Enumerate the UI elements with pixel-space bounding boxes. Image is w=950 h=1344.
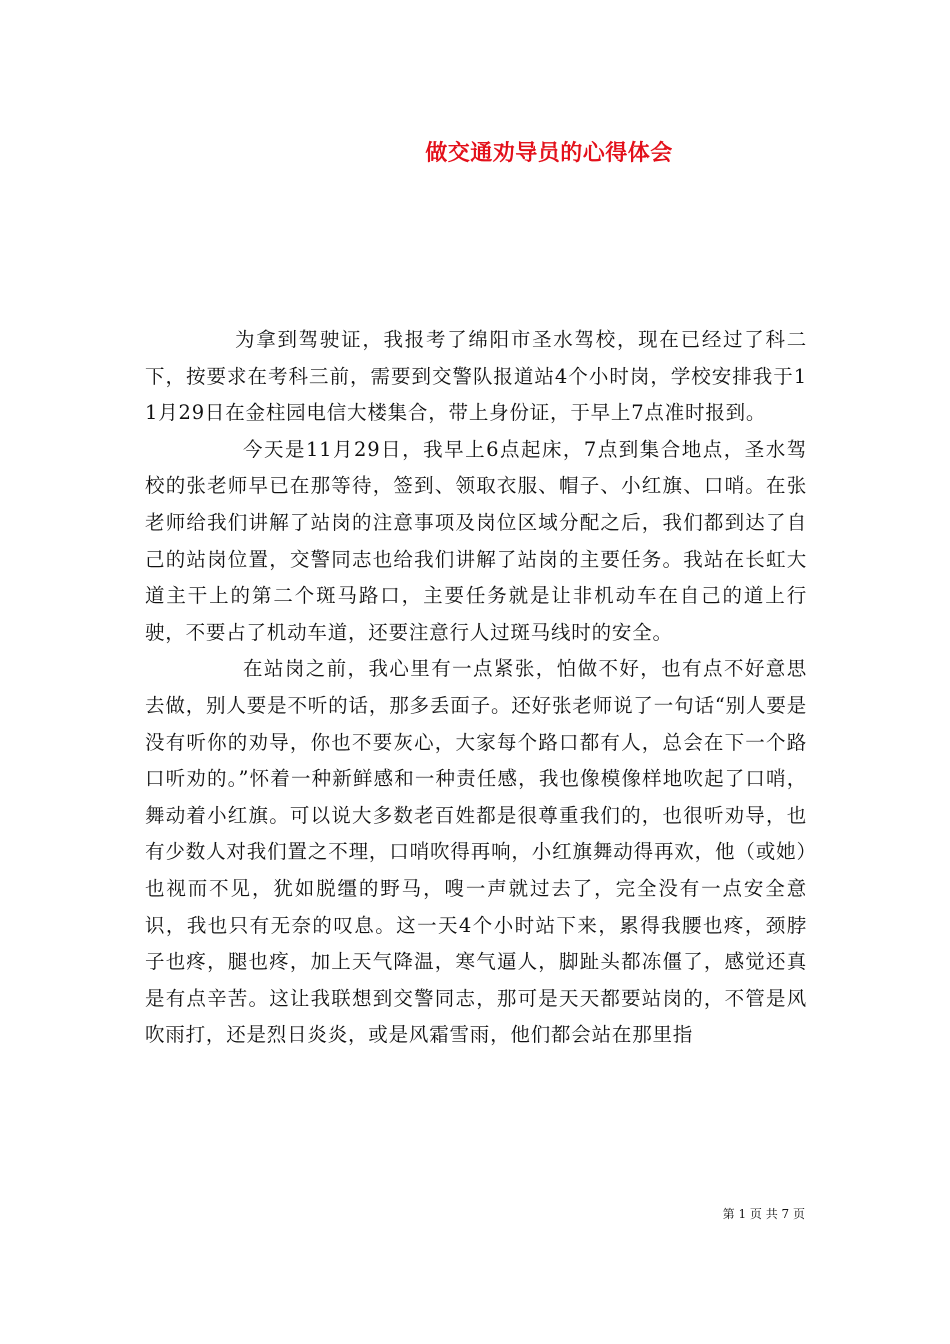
document-title: 做交通劝导员的心得体会 bbox=[425, 141, 673, 166]
paragraph-3: 在站岗之前，我心里有一点紧张，怕做不好，也有点不好意思去做，别人要是不听的话，那多丢面子。还好张老师说了一句话“别人要是没有听你的劝导，你也不要灰心，大家每个路口都有人，总会在下一个路口听劝的。”怀着一种新鲜感和一种责任感，我也像模像样地吹起了口哨，舞动着小红旗。可以说大多数老百姓都是很尊重我们的，也很听劝导，也有少数人对我们置之不理，口哨吹得再响，小红旗舞动得再欢，他（或她）也视而不见，犹如脱缰的野马，嗖一声就过去了，完全没有一点安全意识，我也只有无奈的叹息。这一天4个小时站下来，累得我腰也疼，颈脖子也疼，腿也疼，加上天气降温，寒气逼人，脚趾头都冻僵了，感觉还真是有点辛苦。这让我联想到交警同志，那可是天天都要站岗的，不管是风吹雨打，还是烈日炎炎，或是风霜雪雨，他们都会站在那里指 bbox=[145, 657, 807, 1047]
paragraph-1: 为拿到驾驶证，我报考了绵阳市圣水驾校，现在已经过了科二下，按要求在考科三前，需要到交警队报道站4个小时岗，学校安排我于11月29日在金柱园电信大楼集合，带上身份证，于早上7点准时报到。 bbox=[145, 328, 807, 425]
paragraph-2: 今天是11月29日，我早上6点起床，7点到集合地点，圣水驾校的张老师早已在那等待，签到、领取衣服、帽子、小红旗、口哨。在张老师给我们讲解了站岗的注意事项及岗位区域分配之后，我们都到达了自己的站岗位置，交警同志也给我们讲解了站岗的主要任务。我站在长虹大道主干上的第二个斑马路口，主要任务就是让非机动车在自己的道上行驶，不要占了机动车道，还要注意行人过斑马线时的安全。 bbox=[145, 437, 807, 644]
page-number: 第 1 页 共 7 页 bbox=[722, 1207, 805, 1221]
document-body bbox=[145, 322, 807, 1054]
